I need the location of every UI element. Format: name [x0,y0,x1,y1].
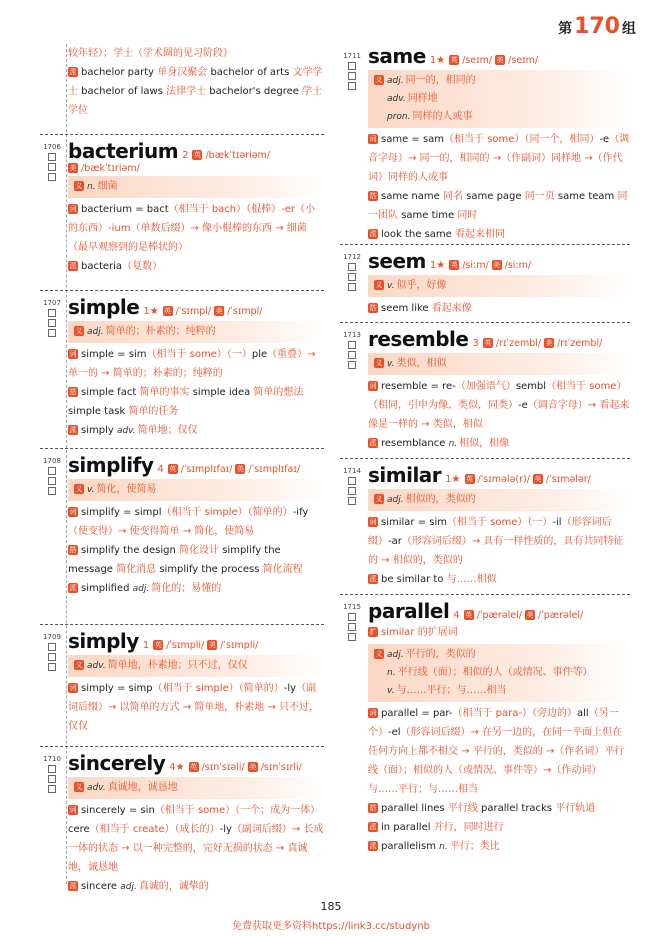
us-icon: 美 [215,307,223,315]
us-icon: 美 [545,339,553,347]
headword: bacterium [68,139,179,163]
entry-same: 1711 same 1★ 英 /seɪm/ 美 /seɪm/ 义 adj. 同一的，相同的 adv. 同样地 pron. 同样的人或事 词 same = sam（相当于 some）（同一个，相同）-e（调音字母）→ 同一的，相同的 →（作副词）同样地 →（作代词）同样的人或事 搭 same name 同名 same page 同一页 same team 同一团队 same time 同时 派 look the same 看起来相同 [340,44,630,244]
derivative: 派 simply adv. 简单地；仅仅 [69,425,198,436]
uk-icon: 英 [190,763,198,771]
sense-box: 义 adj. 同一的，相同的 adv. 同样地 pron. 同样的人或事 [368,70,630,128]
derivative-icon: 派 [369,230,377,238]
us-icon: 美 [236,465,244,473]
checkbox[interactable] [348,263,356,271]
entry-parallel: 1715 parallel 4 英 /ˈpærəlel/ 美 /ˈpærəlel/ 扩 similar 的扩展词 义 adj. 平行的，类似的 n. 平行线（面）；相似的人（或情况、事件等） v. 与……平行；与……相当 词 parallel = par-（相当于 para-）（旁边的）all（另一个）-el（形容词后缀）→ 在另一边的，在同一平面上但在任何方向上都不相交 → 平行的，类似的 →（作名词）平行线（面）；相似的人（或情况、事件等）→（作动词）与……平行；与……相当 搭 parallel lines 平行线 parallel tracks 平行轨道 派 in parallel 并行，同时进行 派 parallelism n. 平行；类比 [340,594,630,874]
headword: resemble [368,327,469,351]
right-column [340,44,630,874]
checkbox[interactable] [48,643,56,651]
sense-icon: 义 [75,783,83,791]
sense-box: 义 adv. 真诚地，诚恳地 [68,777,324,799]
checkbox[interactable] [348,497,356,505]
etymology: 词 bacterium = bact（相当于 bach）（棍棒）-er（小的东西）-ium（单数后缀）→ 像小棍棒的东西 → 细菌（最早观察到的是棒状的） [68,204,316,253]
page-number: 185 [320,900,342,913]
etymology: 词 sincerely = sin（相当于 some）（一个；成为一体）cere（相当于 create）（成长的）-ly（副词后缀）→ 长成一体的状态 → 以一种完整的，完好无损的状态 → 真诚地，诚恳地 [68,805,324,873]
checkbox[interactable] [48,765,56,773]
sense-box: 义 v. 类似，相似 [368,353,630,375]
sense-icon: 义 [375,76,383,84]
checkbox[interactable] [348,361,356,369]
sense-icon: 义 [75,661,83,669]
extension-icon: 扩 [369,628,377,636]
group-label: 第170 组 [558,14,636,39]
checkbox[interactable] [48,653,56,661]
entry-similar: 1714 similar 1★ 英 /ˈsɪmələ(r)/ 美 /ˈsɪmələr/ 义 adj. 相似的，类似的 词 similar = sim（相当于 some）（一）-il（形容词后缀）-ar（形容词后缀）→ 具有一样性质的，具有共同特征的 → 相似的，类似的 派 be similar to 与……相似 [340,458,630,594]
uk-icon: 英 [450,56,458,64]
checkbox[interactable] [48,775,56,783]
headword: sincerely [68,751,166,775]
derivative-icon: 派 [69,68,77,76]
us-icon: 美 [534,475,542,483]
checkbox[interactable] [48,487,56,495]
us-icon: 美 [249,763,257,771]
uk-icon: 英 [465,611,473,619]
sense-box: 义 adv. 简单地，朴素地；只不过，仅仅 [68,655,324,677]
entry-simply: 1709 simply 1 英 /ˈsɪmpli/ 美 /ˈsɪmpli/ 义 adv. 简单地，朴素地；只不过，仅仅 词 simply = simp（相当于 simple）（简单的）-ly（副词后缀）→ 以简单的方式 → 简单地，朴素地 → 只不过，仅仅 [40,624,324,746]
checkbox[interactable] [48,467,56,475]
phrase-icon: 搭 [369,192,377,200]
etymology: 词 simple = sim（相当于 some）（一）ple（重叠）→ 单一的 → 简单的；朴素的；纯粹的 [68,349,316,379]
derivative-icon: 派 [69,426,77,434]
uk-icon: 英 [154,641,162,649]
phrase-icon: 搭 [369,804,377,812]
checkbox[interactable] [348,62,356,70]
sense-icon: 义 [75,182,83,190]
left-column [40,44,324,896]
continuation-block: 较年轻）；学士（学术圈的见习阶段） 派 bachelor party 单身汉聚会 bachelor of arts 文学学士 bachelor of laws 法律学士 bachelor's degree 学士学位 [68,48,323,116]
etymology-icon: 词 [69,205,77,213]
derivative-icon: 派 [369,575,377,583]
phrases: 搭 same name 同名 same page 同一页 same team 同一团队 same time 同时 [368,191,628,221]
checkbox[interactable] [48,319,56,327]
headword: simply [68,629,139,653]
etymology-icon: 词 [69,350,77,358]
uk-icon: 英 [450,261,458,269]
checkbox[interactable] [348,283,356,291]
sense-icon: 义 [75,485,83,493]
group-number: 170 [574,14,620,39]
phrases: 搭 seem like 看起来像 [369,303,472,314]
etymology-icon: 词 [69,684,77,692]
entry-simple: 1707 simple 1★ 英 /ˈsɪmpl/ 美 /ˈsɪmpl/ 义 adj. 简单的；朴素的；纯粹的 词 simple = sim（相当于 some）（一）ple（重叠）→ 单一的 → 简单的；朴素的；纯粹的 搭 simple fact 简单的事实 simple idea 简单的想法 simple task 简单的任务 派 simply adv. 简单地；仅仅 [40,290,324,448]
etymology-icon: 词 [369,382,377,390]
checkbox[interactable] [348,613,356,621]
derivative-icon: 派 [69,882,77,890]
entry-bacterium: 1706 bacterium 2 英 /bækˈtɪəriəm/ 美 /bækˈtɪriəm/ 义 n. 细菌 词 bacterium = bact（相当于 bach）（棍棒）-er（小的东西）-ium（单数后缀）→ 像小棍棒的东西 → 细菌（最早观察到的是棒状的） 派 bacteria（复数） [40,134,324,290]
checkbox[interactable] [48,477,56,485]
checkbox[interactable] [48,173,56,181]
derivative-icon: 派 [369,842,377,850]
derivative-icon: 派 [69,262,77,270]
derivative: 派 in parallel 并行，同时进行 [369,822,504,833]
phrase-icon: 搭 [69,388,77,396]
uk-icon: 英 [169,465,177,473]
checkbox[interactable] [348,477,356,485]
sense-box: 义 adj. 平行的，类似的 n. 平行线（面）；相似的人（或情况、事件等） v. 与……平行；与……相当 [368,644,630,702]
phrase-icon: 搭 [69,546,77,554]
derivative: 派 bacteria（复数） [69,261,163,272]
checkbox[interactable] [348,487,356,495]
checkbox[interactable] [348,72,356,80]
etymology: 词 resemble = re-（加强语气）sembl（相当于 some）（相同，引申为像，类似，同类）-e（调音字母）→ 看起来像是一样的 → 类似，相似 [368,381,630,430]
checkbox[interactable] [48,309,56,317]
checkbox[interactable] [348,273,356,281]
derivative-icon: 派 [69,584,77,592]
sense-icon: 义 [375,281,383,289]
derivative: 派 parallelism n. 平行；类比 [369,841,500,852]
headword: simplify [68,453,154,477]
entry-seem: 1712 seem 1★ 英 /siːm/ 美 /siːm/ 义 v. 似乎，好像 搭 seem like 看起来像 [340,244,630,322]
sense-box: 义 n. 细菌 [68,176,324,198]
checkbox[interactable] [48,663,56,671]
us-icon: 美 [493,261,501,269]
derivative: 派 resemblance n. 相似，相像 [369,438,510,449]
etymology-icon: 词 [369,135,377,143]
checkbox[interactable] [48,329,56,337]
derivative: 派 be similar to 与……相似 [369,574,497,585]
checkbox[interactable] [348,341,356,349]
us-icon: 美 [208,641,216,649]
checkbox[interactable] [348,633,356,641]
derivative-icon: 派 [369,439,377,447]
derivative: 派 simplified adj. 简化的；易懂的 [69,583,222,594]
sense-box: 义 v. 简化，使简易 [68,479,324,501]
checkbox[interactable] [348,82,356,90]
etymology: 词 simply = simp（相当于 simple）（简单的）-ly（副词后缀）→ 以简单的方式 → 简单地，朴素地 → 只不过，仅仅 [68,683,320,732]
derivative: 派 look the same 看起来相同 [369,229,505,240]
etymology: 词 same = sam（相当于 some）（同一个，相同）-e（调音字母）→ 同一的，相同的 →（作副词）同样地 →（作代词）同样的人或事 [368,134,630,183]
checkbox[interactable] [348,351,356,359]
derivative-icon: 派 [369,823,377,831]
etymology: 词 parallel = par-（相当于 para-）（旁边的）all（另一个）-el（形容词后缀）→ 在另一边的，在同一平面上但在任何方向上都不相交 → 平行的，类似的 →（作名词）平行线（面）；相似的人（或情况、事件等）→（作动词）与……平行；与……相当 [368,708,625,795]
checkbox[interactable] [48,153,56,161]
headword: similar [368,463,442,487]
headword: seem [368,249,426,273]
phrase-icon: 搭 [369,304,377,312]
checkbox[interactable] [48,785,56,793]
sense-icon: 义 [75,327,83,335]
uk-icon: 英 [466,475,473,483]
sense-icon: 义 [375,650,383,658]
us-icon: 美 [526,611,534,619]
sense-box: 义 v. 似乎，好像 [368,275,630,297]
entry-sincerely: 1710 sincerely 4★ 英 /sɪnˈsɪəli/ 美 /sɪnˈsɪrli/ 义 adv. 真诚地，诚恳地 词 sincerely = sin（相当于 some）（一个；成为一体）cere（相当于 create）（成长的）-ly（副词后缀）→ 长成一体的状态 → 以一种完整的，完好无损的状态 → 真诚地，诚恳地 派 sincere adj. 真诚的，诚挚的 [40,746,324,896]
sense-box: 义 adj. 相似的，类似的 [368,489,630,511]
headword: same [368,44,426,68]
etymology-icon: 词 [369,709,377,717]
etymology: 词 similar = sim（相当于 some）（一）-il（形容词后缀）-ar（形容词后缀）→ 具有一样性质的，具有共同特征的 → 相似的，类似的 [368,517,624,566]
entry-simplify: 1708 simplify 4 英 /ˈsɪmplɪfaɪ/ 美 /ˈsɪmplɪfaɪ/ 义 v. 简化，使简易 词 simplify = simpl（相当于 simple）（简单的）-ify（使变得）→ 使变得简单 → 简化，使简易 搭 simplify the design 简化设计 simplify the message 简化消息 simplify the process 简化流程 派 simplified adj. 简化的；易懂的 [40,448,324,624]
headword: parallel [368,599,450,623]
entry-resemble: 1713 resemble 3 英 /rɪˈzembl/ 美 /rɪˈzembl/ 义 v. 类似，相似 词 resemble = re-（加强语气）sembl（相当于 some）（相同，引申为像，类似，同类）-e（调音字母）→ 看起来像是一样的 → 类似，相似 派 resemblance n. 相似，相像 [340,322,630,458]
uk-icon: 英 [484,339,492,347]
sense-icon: 义 [375,359,383,367]
footer-link[interactable]: 免费获取更多资料https://link3.cc/studynb [232,921,430,932]
etymology-icon: 词 [369,518,377,526]
etymology: 词 simplify = simpl（相当于 simple）（简单的）-ify（使变得）→ 使变得简单 → 简化，使简易 [68,507,309,537]
sense-box: 义 adj. 简单的；朴素的；纯粹的 [68,321,324,343]
sense-icon: 义 [375,495,383,503]
derivative: 派 sincere adj. 真诚的，诚挚的 [69,881,209,892]
extension-note: 扩 similar 的扩展词 [369,627,458,638]
entry-number: 1706 [40,143,64,181]
us-icon: 美 [496,56,504,64]
headword: simple [68,295,140,319]
phrases: 搭 simplify the design 简化设计 simplify the message 简化消息 simplify the process 简化流程 [68,545,303,575]
checkbox[interactable] [348,623,356,631]
etymology-icon: 词 [69,806,77,814]
uk-icon: 英 [164,307,172,315]
phrases: 搭 simple fact 简单的事实 simple idea 简单的想法 simple task 简单的任务 [68,387,304,417]
us-icon: 美 [69,164,77,172]
checkbox[interactable] [48,163,56,171]
uk-icon: 英 [193,151,201,159]
phrases: 搭 parallel lines 平行线 parallel tracks 平行轨道 [369,803,596,814]
etymology-icon: 词 [69,508,77,516]
